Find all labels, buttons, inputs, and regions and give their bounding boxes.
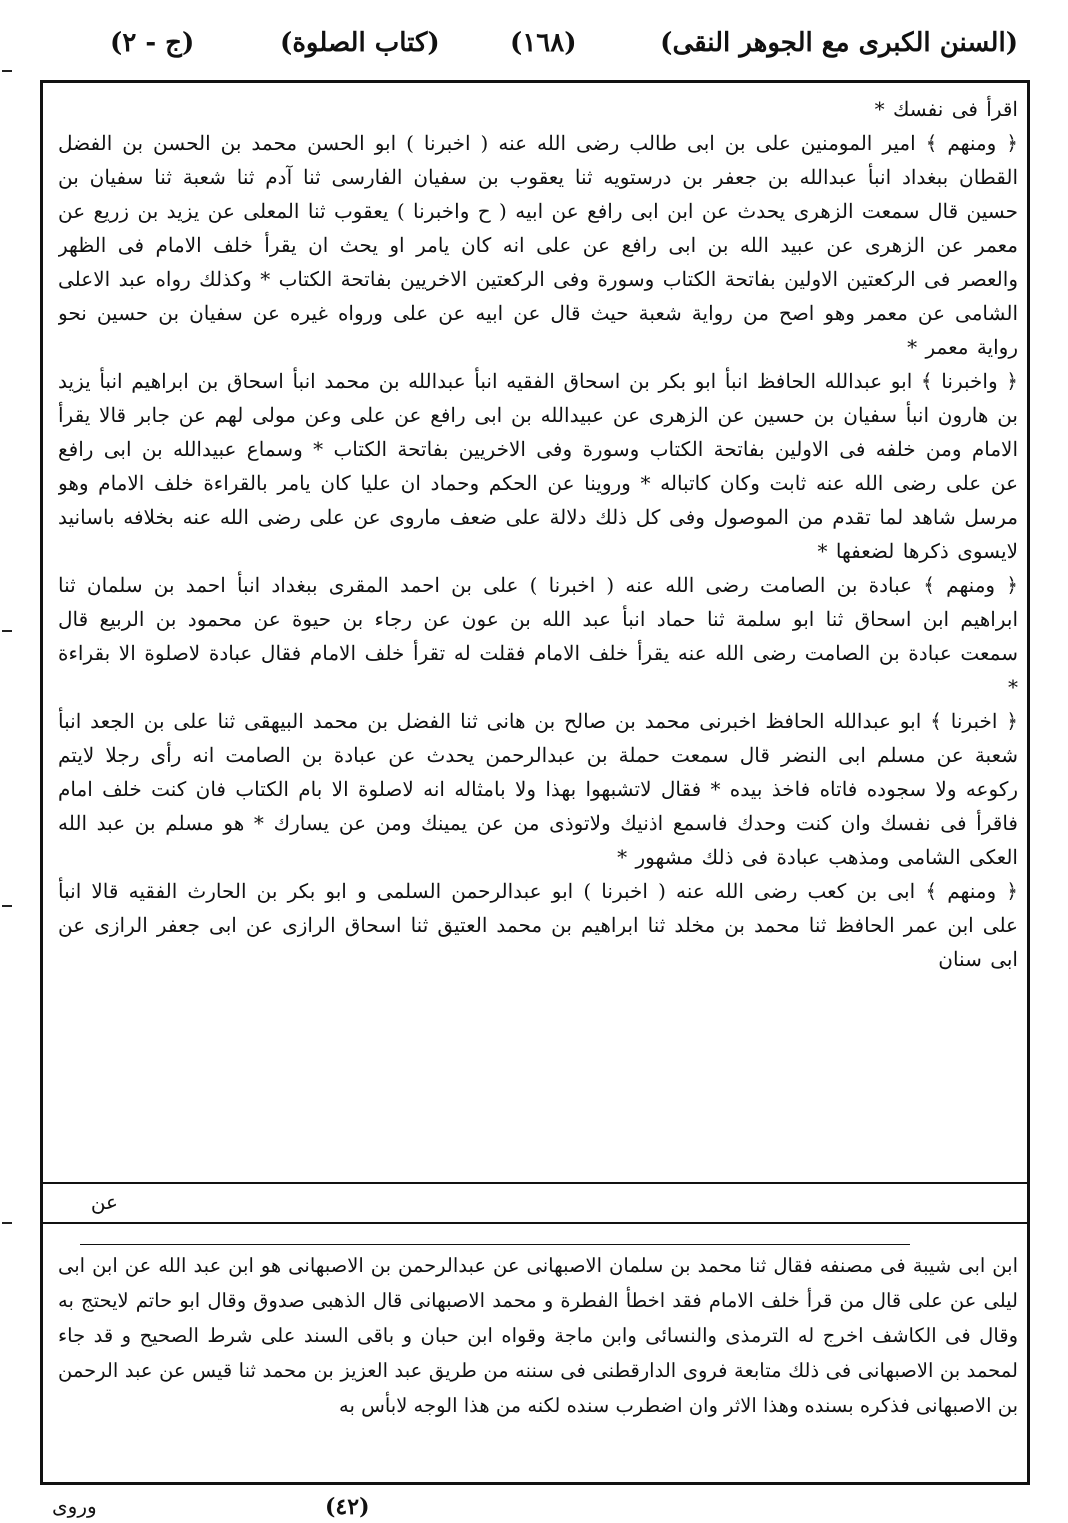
text-paragraph: ﴿ ومنهم ﴾ امير المومنين على بن ابى طالب رضى الله عنه ( اخبرنا ) ابو الحسن محمد بن الحسن بن الفضل القطان ببغداد انبأ عبدالله بن جعفر بن درستويه ثنا يعقوب بن سفيان الفارسى ثنا آدم ثنا شعبة ثنا سفيان بن حسين قال سمعت الزهرى يحدث عن ابن ابى رافع عن ابيه ( ح واخبرنا ) يعقوب ثنا المعلى عن يزيد بن زريع عن معمر عن الزهرى عن عبيد الله بن ابى رافع عن على انه كان يامر او يحث ان يقرأ خلف الامام فى الظهر والعصر فى الركعتين الاولين بفاتحة الكتاب وسورة وفى الركعتين الاخريين بفاتحة الكتاب * وكذلك رواه عبد الاعلى الشامى عن معمر وهو اصح من رواية شعبة حيث قال عن ابيه عن على ورواه غيره عن سفيان بن حسين نحو رواية معمر *: [58, 131, 1018, 359]
footnote-paragraph: ابن ابى شيبة فى مصنفه فقال ثنا محمد بن سلمان الاصبهانى عن عبدالرحمن بن الاصبهانى هو ابن عبد الله عن ابن ابى ليلى عن على قال من قرأ خلف الامام فقد اخطأ الفطرة و محمد الاصبهانى قال الذهبى صدوق وقال ابو حاتم لايحتج به وقال فى الكاشف اخرج له الترمذى والنسائى وابن ماجة وقواه ابن حبان و باقى السند على شرط الصحيح و قد جاء لمحمد بن الاصبهانى فى ذلك متابعة فروى الدارقطنى فى سننه من طريق عبد العزيز بن محمد ثنا قيس عن عبد الرحمن بن الاصبهانى فذكره بسنده وهذا الاثر وان اضطرب سنده لكنه من هذا الوجه لابأس به: [58, 1254, 1018, 1417]
text-paragraph: ﴿ ومنهم ﴾ ابى بن كعب رضى الله عنه ( اخبرنا ) ابو عبدالرحمن السلمى و ابو بكر بن الحارث الفقيه قالا انبأ على ابن عمر الحافظ ثنا محمد بن مخلد ثنا ابراهيم بن محمد العتيق ثنا اسحاق الرازى عن ابى جعفر الرازى عن ابى سنان: [58, 879, 1018, 971]
footnote-rule: [80, 1244, 910, 1245]
page-number: (١٦٨): [510, 28, 577, 58]
catchword: عن: [90, 1190, 118, 1214]
footnote-text: [58, 1248, 1018, 1423]
text-paragraph: اقرأ فى نفسك *: [874, 97, 1018, 121]
margin-mark: [2, 1222, 12, 1224]
volume-label: (ج - ٢): [110, 28, 195, 58]
text-paragraph: ﴿ ومنهم ﴾ عبادة بن الصامت رضى الله عنه ( اخبرنا ) على بن احمد المقرى ببغداد انبأ احمد بن سلمان ثنا ابراهيم ابن اسحاق ثنا ابو سلمة ثنا حماد انبأ عبد الله بن عون عن رجاء بن حيوة عن محمود بن الربيع قال سمعت عبادة بن الصامت رضى الله عنه يقرأ خلف الامام فقلت له تقرأ خلف الامام فقال عبادة لاصلوة الا بقراءة *: [58, 573, 1018, 699]
chapter-title: (كتاب الصلوة): [280, 28, 440, 58]
margin-mark: [2, 905, 12, 907]
margin-mark: [2, 630, 12, 632]
text-paragraph: ﴿ اخبرنا ﴾ ابو عبدالله الحافظ اخبرنى محمد بن صالح بن هانى ثنا الفضل بن محمد البيهقى ثنا على بن الجعد انبأ شعبة عن مسلم ابى النضر قال سمعت حملة بن عبدالرحمن يحدث عن عبادة بن الصامت انه رأى رجلا لايتم ركوعه ولا سجوده فاتاه فاخذ بيده * فقال لاتشبهوا بهذا ولا بامثاله انه لاصلوة الا بام الكتاب فان كنت خلف امام فاقرأ فى نفسك وان كنت وحدك فاسمع اذنيك ولاتوذى من عن يمينك ومن عن يسارك * هو مسلم بن عبد الله العكى الشامى ومذهب عبادة فى ذلك مشهور *: [58, 709, 1018, 869]
margin-mark: [2, 70, 12, 72]
section-divider: [40, 1182, 1030, 1184]
footer-page-number: (٤٢): [325, 1494, 370, 1520]
footnote-divider: [40, 1222, 1030, 1224]
book-title: (السنن الكبرى مع الجوهر النقى): [660, 28, 1018, 58]
running-header: [40, 22, 1028, 72]
footnote-catchword: وروى: [52, 1494, 97, 1518]
text-paragraph: ﴿ واخبرنا ﴾ ابو عبدالله الحافظ انبأ ابو بكر بن اسحاق الفقيه انبأ عبدالله بن محمد انبأ اسحاق بن ابراهيم انبأ يزيد بن هارون انبأ سفيان بن حسين عن الزهرى عن عبيدالله بن ابى رافع عن على وعن مولى لهم عن جابر قالا يقرأ الامام ومن خلفه فى الاولين بفاتحة الكتاب وسورة وفى الاخريين بفاتحة الكتاب * وسماع عبيدالله بن ابى رافع عن على رضى الله عنه ثابت وكان كاتباله * وروينا عن الحكم وحماد ان عليا كان يامر بالقراءة خلف الامام وهو مرسل شاهد لما تقدم من الموصول وفى كل ذلك دلالة على ضعف ماروى عن على رضى الله عنه بخلافه باسانيد لايسوى ذكرها لضعفها *: [58, 369, 1018, 563]
main-text: [58, 92, 1018, 1182]
